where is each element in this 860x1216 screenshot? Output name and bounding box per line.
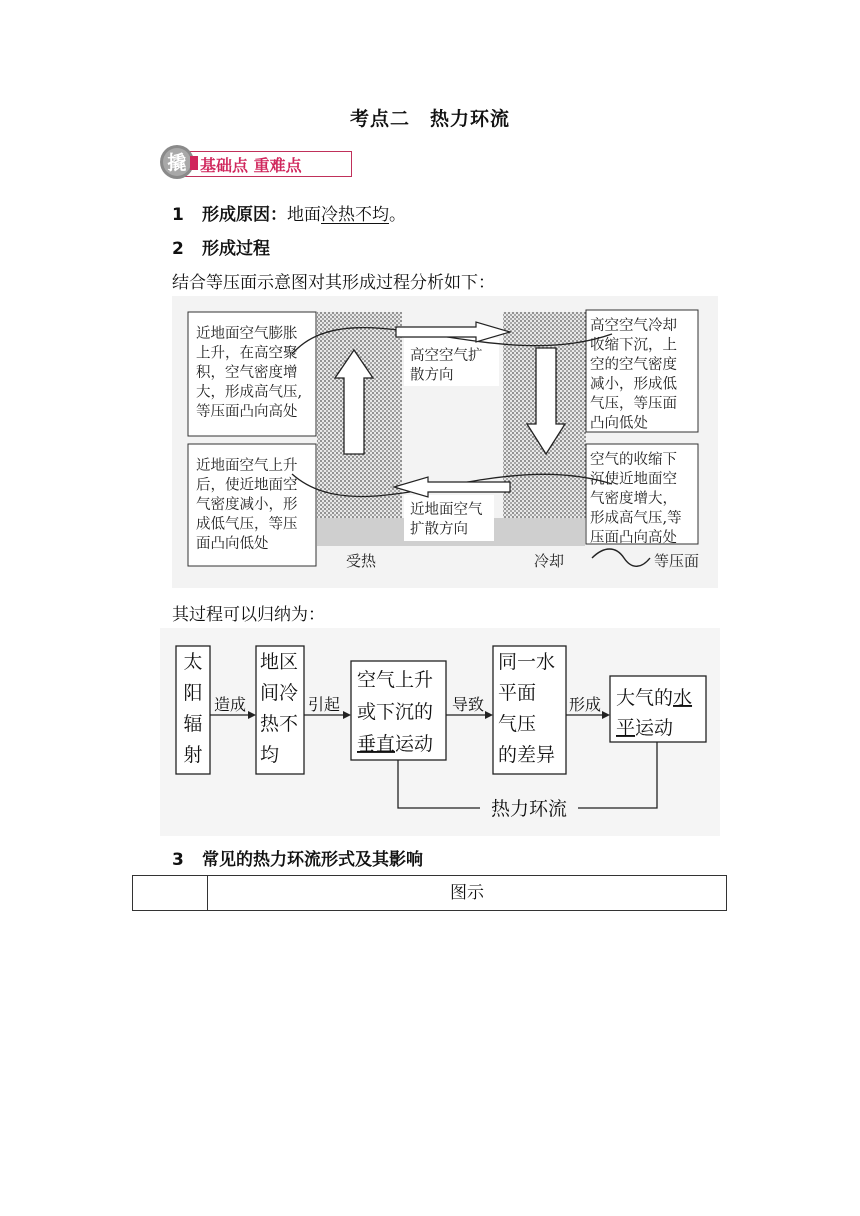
section-2 xyxy=(172,234,270,259)
box-uneven-heating-text: 热不 xyxy=(260,713,299,735)
section-1-end: 。 xyxy=(389,205,406,225)
label-cooled: 冷却 xyxy=(534,552,565,570)
box-solar-radiation-text: 阳 xyxy=(183,682,203,704)
box-uneven-heating-text: 地区 xyxy=(260,651,299,673)
bottom-right-text-line: 空气的收缩下 xyxy=(590,452,677,468)
label-heated: 受热 xyxy=(346,552,377,570)
box-pressure-difference-text: 平面 xyxy=(498,682,537,704)
box-solar-radiation-text: 太 xyxy=(183,651,203,673)
section-1 xyxy=(172,200,406,225)
box-horizontal-motion-text: 大气的水 xyxy=(616,687,693,709)
box-pressure-difference-text: 同一水 xyxy=(498,651,556,673)
top-right-text-line: 空的空气密度 xyxy=(590,357,677,373)
bracket-right xyxy=(578,742,657,808)
section-1-num: 1 xyxy=(172,205,184,225)
arrow-4-label: 形成 xyxy=(569,695,602,714)
section-1-heading: 形成原因： xyxy=(202,205,287,225)
section-3 xyxy=(172,845,423,870)
bracket-left xyxy=(398,760,480,808)
arrow-3 xyxy=(485,711,493,719)
arrow-1 xyxy=(248,711,256,719)
legend-isobar-icon xyxy=(592,549,650,566)
bottom-right-text-line: 气密度增大， xyxy=(590,491,677,507)
bottom-left-text-line: 近地面空气上升 xyxy=(196,458,298,474)
top-right-text-line: 凸向低处 xyxy=(590,415,648,432)
arrow-4 xyxy=(602,711,610,719)
bottom-left-text-line: 面凸向低处 xyxy=(196,536,269,552)
top-left-text-line: 上升，在高空聚 xyxy=(196,345,298,362)
surface-flow-arrow xyxy=(394,477,510,497)
box-solar-radiation-text: 射 xyxy=(183,744,203,766)
section-1-text: 地面 xyxy=(287,205,321,225)
bottom-left-text-line: 成低气压，等压 xyxy=(196,516,298,533)
table-header-empty-cell xyxy=(133,876,208,910)
box-vertical-motion-text: 或下沉的 xyxy=(357,701,434,723)
surface-spread-text-line: 扩散方向 xyxy=(410,521,468,538)
surface-spread-text-line: 近地面空气 xyxy=(410,502,483,518)
upper-spread-text-line: 高空空气扩 xyxy=(410,348,483,364)
bottom-right-text-line: 压面凸向高处 xyxy=(590,530,677,546)
top-right-text-line: 收缩下沉，上 xyxy=(590,337,677,354)
section-2-heading: 形成过程 xyxy=(202,239,270,259)
section-2-num: 2 xyxy=(172,239,184,259)
badge-stamp-char: 撬 xyxy=(167,152,187,174)
legend-isobar-label: 等压面 xyxy=(654,552,700,570)
table-header-diagram: 图示 xyxy=(450,883,484,903)
top-left-text-line: 积，空气密度增 xyxy=(196,365,298,381)
arrow-2-label: 引起 xyxy=(308,695,341,714)
circulation-forms-table xyxy=(132,875,727,911)
box-pressure-difference-text: 气压 xyxy=(498,713,537,735)
section-3-heading: 常见的热力环流形式及其影响 xyxy=(202,850,423,870)
top-left-text-line: 近地面空气膨胀 xyxy=(196,326,298,342)
top-right-text-line: 高空空气冷却 xyxy=(590,318,677,334)
summary-intro: 其过程可以归纳为： xyxy=(172,605,325,625)
section-1-underlined: 冷热不均 xyxy=(321,205,389,225)
upper-spread-text-line: 散方向 xyxy=(410,367,454,384)
top-right-text-line: 减小，形成低 xyxy=(590,376,677,393)
bottom-left-text-line: 后，使近地面空 xyxy=(196,477,298,494)
box-vertical-motion-text: 垂直运动 xyxy=(357,733,434,755)
badge-stamp-icon xyxy=(158,143,198,181)
isobar-diagram-svg xyxy=(172,296,718,588)
box-solar-radiation-text: 辐 xyxy=(183,713,203,735)
box-uneven-heating-text: 间冷 xyxy=(260,682,299,704)
process-flowchart xyxy=(160,628,720,836)
box-horizontal-motion-text: 平运动 xyxy=(616,717,674,739)
section-badge xyxy=(158,143,354,181)
bottom-right-text-line: 沉使近地面空 xyxy=(590,471,677,488)
arrow-2 xyxy=(343,711,351,719)
intro-text: 结合等压面示意图对其形成过程分析如下： xyxy=(172,273,495,293)
top-left-text-line: 大，形成高气压, xyxy=(196,384,303,401)
bottom-left-text-line: 气密度减小，形 xyxy=(196,497,298,513)
section-3-num: 3 xyxy=(172,850,184,870)
top-right-text-line: 气压，等压面 xyxy=(590,396,677,412)
isobar-diagram xyxy=(172,296,718,588)
arrow-1-label: 造成 xyxy=(214,695,247,714)
badge-label: 基础点 重难点 xyxy=(200,156,302,175)
page-title: 考点二 热力环流 xyxy=(349,108,510,130)
top-left-text-line: 等压面凸向高处 xyxy=(196,404,298,420)
box-pressure-difference-text: 的差异 xyxy=(498,744,556,766)
box-vertical-motion-text: 空气上升 xyxy=(357,669,434,691)
box-uneven-heating-text: 均 xyxy=(260,744,280,766)
bottom-right-text-line: 形成高气压,等 xyxy=(590,510,682,527)
thermal-circulation-label: 热力环流 xyxy=(490,798,568,820)
arrow-3-label: 导致 xyxy=(452,695,485,714)
process-flowchart-svg xyxy=(160,628,720,836)
